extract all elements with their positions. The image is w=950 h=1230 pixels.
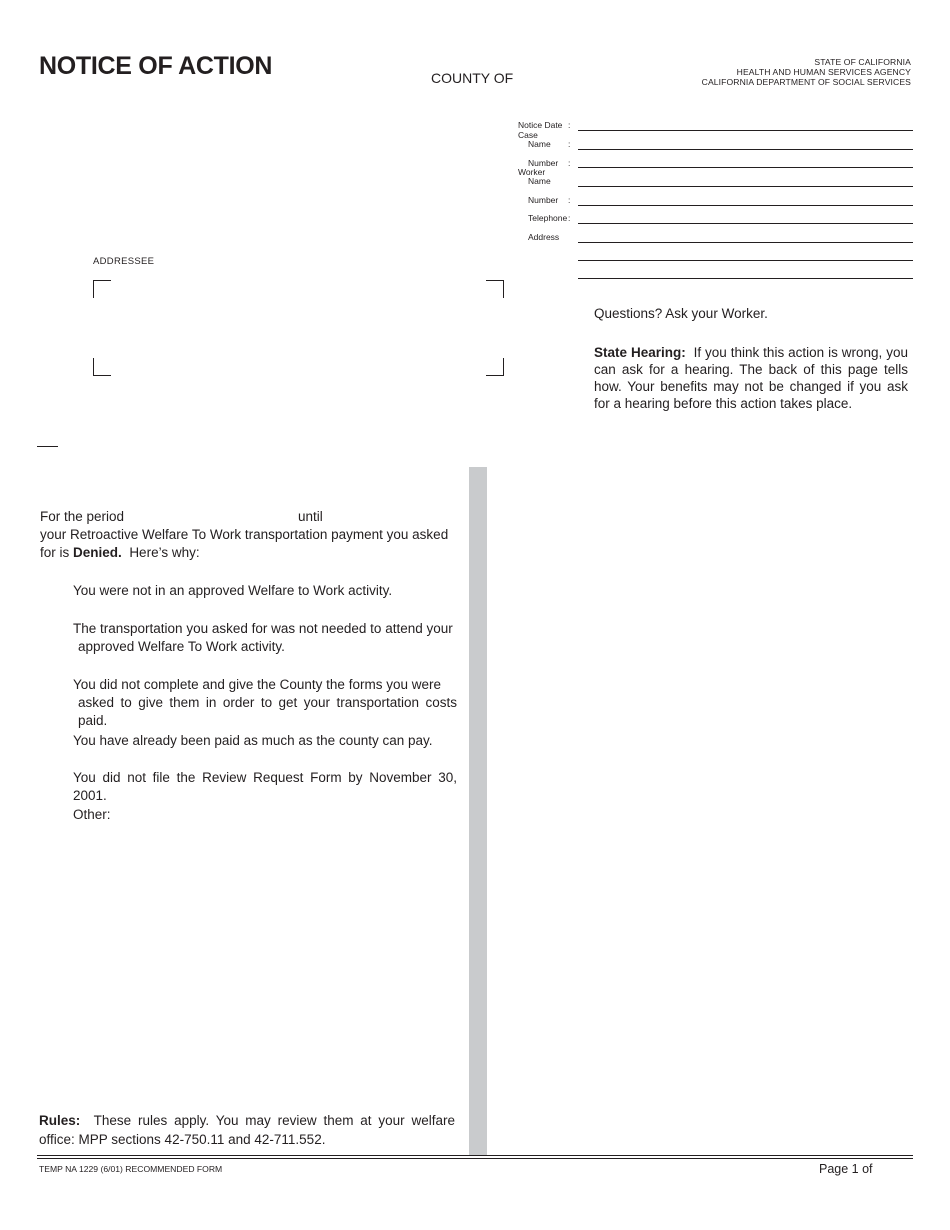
window-corner-mark bbox=[486, 280, 504, 298]
worker-number-field[interactable] bbox=[578, 205, 913, 206]
reason-text: Other: bbox=[73, 807, 111, 822]
worker-number-label: Number bbox=[528, 195, 559, 205]
questions-text: Questions? Ask your Worker. bbox=[594, 306, 768, 321]
state-hearing-text bbox=[594, 344, 908, 412]
worker-group-label: Worker bbox=[518, 167, 546, 177]
reason-item bbox=[73, 806, 457, 824]
case-name-label: Name bbox=[528, 139, 551, 149]
case-number-label: Number bbox=[528, 158, 559, 168]
agency-line: STATE OF CALIFORNIA bbox=[814, 57, 911, 67]
telephone-label: Telephone bbox=[528, 213, 568, 223]
form-number: TEMP NA 1229 (6/01) RECOMMENDED FORM bbox=[39, 1164, 223, 1174]
telephone-field[interactable] bbox=[578, 223, 913, 224]
address-label: Address bbox=[528, 232, 560, 242]
rules-heading: Rules: bbox=[39, 1113, 81, 1128]
window-corner-mark bbox=[486, 358, 504, 376]
state-hearing-body: If you think this action is wrong, you can ask for a hearing. The back of this page tells how. Your benefits may not be changed if you ask for a hearing before this action takes place. bbox=[594, 345, 908, 411]
reason-text: You have already been paid as much as the county can pay. bbox=[73, 733, 433, 748]
addressee-label: ADDRESSEE bbox=[93, 256, 155, 267]
reason-text: approved Welfare To Work activity. bbox=[78, 639, 285, 654]
intro-text bbox=[40, 526, 457, 562]
case-group-label: Case bbox=[518, 130, 538, 140]
reason-text: You were not in an approved Welfare to Work activity. bbox=[73, 583, 393, 598]
reason-text: You did not file the Review Request Form by November 30, 2001. bbox=[73, 770, 457, 803]
address-field-line[interactable] bbox=[578, 278, 913, 279]
case-number-field[interactable] bbox=[578, 167, 913, 168]
address-field-line[interactable] bbox=[578, 242, 913, 243]
footer-rule bbox=[37, 1158, 913, 1159]
notice-date-field[interactable] bbox=[578, 130, 913, 131]
decision-text: Denied. bbox=[73, 545, 122, 560]
until-label: until bbox=[298, 509, 323, 524]
county-label: COUNTY OF bbox=[431, 70, 514, 86]
reason-item bbox=[73, 769, 457, 805]
colon: : bbox=[568, 158, 571, 168]
colon: : bbox=[568, 195, 571, 205]
reason-text: asked to give them in order to get your transportation costs paid. bbox=[78, 695, 457, 728]
agency-line: CALIFORNIA DEPARTMENT OF SOCIAL SERVICES bbox=[701, 77, 911, 87]
worker-name-field[interactable] bbox=[578, 186, 913, 187]
reason-text: The transportation you asked for was not needed to attend your bbox=[73, 621, 453, 636]
window-corner-mark bbox=[93, 280, 111, 298]
reason-text: You did not complete and give the County the forms you were bbox=[73, 677, 441, 692]
page-number: Page 1 of bbox=[819, 1162, 873, 1176]
column-divider bbox=[469, 467, 487, 1155]
rules-body: These rules apply. You may review them at your welfare office: MPP sections 42-750.11 and 42-711.552. bbox=[39, 1113, 455, 1147]
notice-date-label: Notice Date bbox=[518, 120, 563, 130]
case-name-field[interactable] bbox=[578, 149, 913, 150]
reason-item bbox=[73, 732, 457, 750]
agency-block bbox=[702, 57, 911, 87]
colon: : bbox=[568, 120, 571, 130]
state-hearing-heading: State Hearing: bbox=[594, 345, 686, 360]
intro-sentence: your Retroactive Welfare To Work transportation payment you asked for is bbox=[40, 527, 449, 560]
colon: : bbox=[568, 139, 571, 149]
worker-name-label: Name bbox=[528, 176, 551, 186]
page-title: NOTICE OF ACTION bbox=[39, 52, 273, 80]
agency-line: HEALTH AND HUMAN SERVICES AGENCY bbox=[736, 67, 911, 77]
reason-item bbox=[73, 676, 457, 730]
fold-mark bbox=[37, 446, 58, 447]
reason-item bbox=[73, 582, 457, 600]
window-corner-mark bbox=[93, 358, 111, 376]
colon: : bbox=[568, 213, 571, 223]
period-label: For the period bbox=[40, 509, 125, 524]
address-field-line[interactable] bbox=[578, 260, 913, 261]
footer-rule bbox=[37, 1155, 913, 1156]
reason-item bbox=[73, 620, 457, 656]
rules-text bbox=[39, 1111, 455, 1149]
why-text: Here’s why: bbox=[129, 545, 200, 560]
